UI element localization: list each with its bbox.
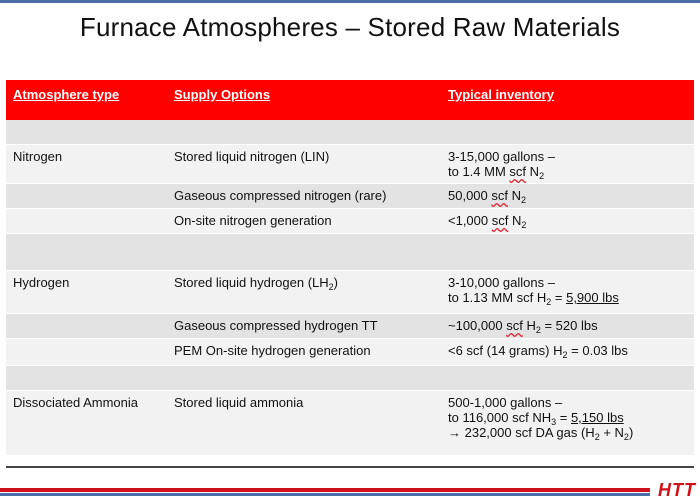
supply-pem-hydrogen: PEM On-site hydrogen generation [174,343,371,358]
inventory-line [448,290,619,305]
inventory-line: 500-1,000 gallons – [448,395,563,410]
table-header [6,80,694,120]
inventory-text: <6 scf (14 grams) H [448,343,563,358]
supply-liquid-ammonia: Stored liquid ammonia [174,395,304,410]
inventory-text: to 1.13 MM scf H [448,290,547,305]
inventory-text: to 1.4 MM [448,164,510,179]
spacer-row [6,234,694,271]
supply-lh2 [174,275,338,290]
type-ammonia: Dissociated Ammonia [13,395,138,410]
inventory-text: H [522,318,536,333]
inventory-text: to 116,000 scf NH [448,410,552,425]
inventory-text: = 520 lbs [540,318,598,333]
type-nitrogen: Nitrogen [13,149,63,164]
footer-red-line [0,488,650,492]
footer-blue-line [0,493,650,496]
subscript: 2 [535,325,541,335]
supply-lin: Stored liquid nitrogen (LIN) [174,149,330,164]
supply-gaseous-nitrogen: Gaseous compressed nitrogen (rare) [174,188,387,203]
subscript: 2 [328,282,334,292]
inventory-text: <1,000 [448,213,492,228]
top-accent-line [0,0,700,3]
subscript: 2 [623,432,629,442]
header-supply-options: Supply Options [174,87,271,102]
materials-table [6,80,694,456]
table-bottom-line [6,466,694,468]
supply-text: ) [333,275,339,290]
table-row [6,271,694,314]
subscript: 2 [521,220,527,230]
page-title: Furnace Atmospheres – Stored Raw Materials [79,12,621,42]
inventory-text: ~100,000 [448,318,507,333]
spacer-row [6,366,694,391]
unit-scf: scf [491,213,509,228]
subscript: 2 [594,432,600,442]
inventory-text: + N [599,425,624,440]
subscript: 2 [539,171,545,181]
supply-gaseous-hydrogen: Gaseous compressed hydrogen TT [174,318,378,333]
inventory-text: = 0.03 lbs [567,343,628,358]
htt-logo: HTT [658,480,696,500]
spacer-row [6,120,694,145]
inventory-line [448,164,555,179]
inventory-weight: 5,900 lbs [566,290,619,305]
inventory-text: = [551,290,567,305]
inventory-weight: 5,150 lbs [570,410,624,425]
header-atmosphere-type: Atmosphere type [13,87,120,102]
subscript: 2 [562,350,568,360]
unit-scf: scf [506,318,523,333]
inventory-text: → 232,000 scf DA gas (H [448,425,595,440]
inventory-lin [448,149,555,179]
unit-scf: scf [509,164,527,179]
table-row [6,314,694,339]
inventory-gaseous-nitrogen [448,188,526,203]
unit-n: N [512,213,522,228]
supply-text: Stored liquid hydrogen (LH [174,275,329,290]
table-row [6,391,694,456]
subscript: 2 [521,195,527,205]
inventory-line [448,410,633,425]
inventory-gaseous-hydrogen [448,318,598,333]
header-typical-inventory: Typical inventory [448,87,554,102]
subscript: 3 [551,417,557,427]
table-row [6,209,694,234]
table-row [6,184,694,209]
inventory-pem-hydrogen [448,343,628,358]
unit-n: N [511,188,522,203]
subscript: 2 [546,297,552,307]
inventory-line: 3-15,000 gallons – [448,149,555,164]
inventory-line [448,425,633,440]
inventory-text: = [556,410,571,425]
inventory-liquid-ammonia [448,395,633,440]
unit-n: N [529,164,540,179]
type-hydrogen: Hydrogen [13,275,70,290]
supply-onsite-nitrogen: On-site nitrogen generation [174,213,332,228]
inventory-text: 50,000 [448,188,492,203]
inventory-onsite-nitrogen [448,213,526,228]
inventory-lh2 [448,275,619,305]
inventory-text: ) [628,425,634,440]
table-row [6,339,694,366]
unit-scf: scf [491,188,508,203]
table-row [6,145,694,184]
inventory-line: 3-10,000 gallons – [448,275,555,290]
